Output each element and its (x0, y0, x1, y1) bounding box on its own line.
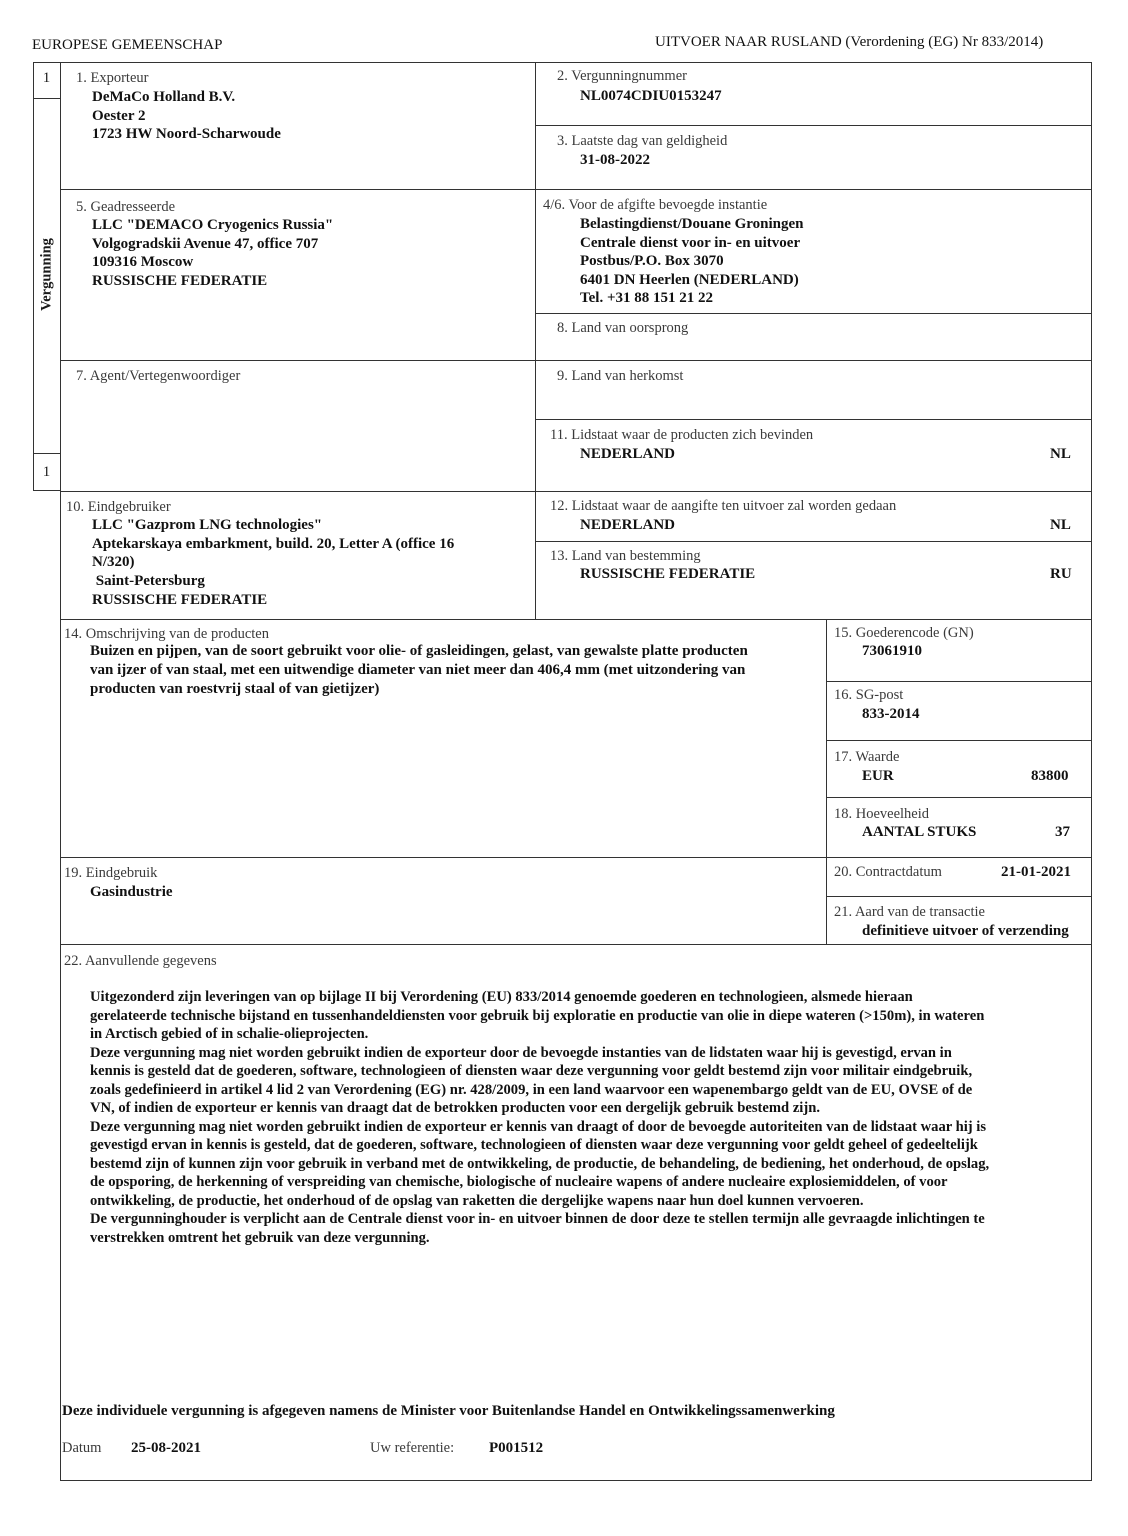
end-user-line-5: RUSSISCHE FEDERATIE (92, 592, 268, 608)
additional-text (90, 988, 1082, 1247)
sg-post-label: 16. SG-post (834, 687, 904, 703)
member-state-declaration-code: NL (1050, 517, 1071, 533)
end-user-line-2: Aptekarskaya embarkment, build. 20, Letter A (office 16 (92, 536, 455, 552)
additional-line: verstrekken omtrent het gebruik van deze vergunning. (90, 1229, 430, 1246)
destination-code: RU (1050, 566, 1072, 582)
additional-line: Deze vergunning mag niet worden gebruikt indien de exporteur door de bevoegde instanties van de lidstaten waar hij is gevestigd, ervan in (90, 1044, 952, 1061)
side-number-top: 1 (42, 70, 51, 86)
description-line-1: Buizen en pijpen, van de soort gebruikt voor olie- of gasleidingen, gelast, van gewalste platte producten (90, 643, 748, 659)
member-state-declaration-label: 12. Lidstaat waar de aangifte ten uitvoer zal worden gedaan (550, 498, 897, 514)
origin-label: 8. Land van oorsprong (557, 320, 689, 336)
description-line-3: producten van roestvrij staal of van gietijzer) (90, 681, 380, 697)
additional-line: gevestigd ervan in kennis is gesteld, dat de goederen, software, technologieen of diensten waar deze vergunning voor geldt geheel of gedeeltelijk (90, 1137, 978, 1153)
additional-label: 22. Aanvullende gegevens (64, 953, 217, 969)
provenance-label: 9. Land van herkomst (557, 368, 684, 384)
member-state-location-code: NL (1050, 446, 1071, 462)
consignee-label: 5. Geadresseerde (76, 199, 176, 215)
footer-date-label: Datum (62, 1440, 102, 1456)
end-user-label: 10. Eindgebruiker (66, 499, 171, 515)
transaction-value: definitieve uitvoer of verzending (862, 923, 1069, 939)
additional-line: Uitgezonderd zijn leveringen van op bijlage II bij Verordening (EU) 833/2014 genoemde goederen en technologieen, alsmede hieraan (90, 989, 913, 1005)
additional-line: kennis is gesteld dat de goederen, software, technologieen of diensten waar deze vergunning voor geldt bestemd zijn voor militair eindgebruik, (90, 1063, 973, 1079)
end-user-line-4: Saint-Petersburg (92, 573, 205, 589)
member-state-location-value: NEDERLAND (580, 446, 676, 462)
quantity-amount: 37 (1055, 824, 1070, 840)
destination-label: 13. Land van bestemming (550, 548, 701, 564)
additional-line: VN, of indien de exporteur er kennis van draagt dat de betrokken producten voor een dergelijk gebruik bestemd zijn. (90, 1100, 820, 1116)
end-user-line-3: N/320) (92, 554, 135, 570)
contract-date-value: 21-01-2021 (1001, 864, 1071, 880)
value-amount: 83800 (1031, 768, 1069, 784)
authority-line-1: Belastingdienst/Douane Groningen (580, 216, 804, 232)
additional-line: de opsporing, de herkenning of verspreiding van chemische, biologische of nucleaire wapens of andere nucleaire explosiemiddelen, of voor (90, 1174, 948, 1190)
contract-date-label: 20. Contractdatum (834, 864, 942, 880)
authority-line-4: 6401 DN Heerlen (NEDERLAND) (580, 272, 799, 288)
goods-code-label: 15. Goederencode (GN) (834, 625, 974, 641)
description-line-2: van ijzer of van staal, met een uitwendige diameter van niet meer dan 406,4 mm (met uitzondering van (90, 662, 746, 678)
authority-line-5: Tel. +31 88 151 21 22 (580, 290, 714, 306)
value-currency: EUR (862, 768, 894, 784)
consignee-line-1: LLC "DEMACO Cryogenics Russia" (92, 217, 334, 233)
license-number-value: NL0074CDIU0153247 (580, 88, 722, 104)
additional-line: bestemd zijn of kunnen zijn voor gebruik in verband met de ontwikkeling, de productie, de behandeling, de bediening, het onderhoud, de opslag, (90, 1155, 990, 1172)
quantity-label: 18. Hoeveelheid (834, 806, 930, 822)
end-user-line-1: LLC "Gazprom LNG technologies" (92, 517, 323, 533)
consignee-line-2: Volgogradskii Avenue 47, office 707 (92, 236, 319, 252)
additional-line: zoals gedefinieerd in artikel 4 lid 2 van Verordening (EG) nr. 428/2009, in een land waarvoor een wapenembargo geldt van de EU, OVSE of de (90, 1081, 973, 1098)
additional-line: De vergunninghouder is verplicht aan de Centrale dienst voor in- en uitvoer binnen de door deze te stellen termijn alle gevraagde inlichtingen te (90, 1211, 985, 1227)
header-right: UITVOER NAAR RUSLAND (Verordening (EG) Nr 833/2014) (655, 34, 1044, 50)
footer-statement: Deze individuele vergunning is afgegeven namens de Minister voor Buitenlandse Handel en Ontwikkelingssamenwerking (62, 1403, 835, 1419)
additional-line: ontwikkeling, de productie, het onderhoud of de opslag van raketten die dergelijke wapens naar hun doel kunnen vervoeren. (90, 1192, 864, 1209)
member-state-declaration-value: NEDERLAND (580, 517, 676, 533)
footer-ref-label: Uw referentie: (370, 1440, 455, 1456)
member-state-location-label: 11. Lidstaat waar de producten zich bevinden (550, 427, 814, 443)
side-number-bottom: 1 (42, 464, 51, 480)
authority-line-2: Centrale dienst voor in- en uitvoer (580, 235, 801, 251)
transaction-label: 21. Aard van de transactie (834, 904, 985, 920)
additional-line: Deze vergunning mag niet worden gebruikt indien de exporteur er kennis van draagt of door de bevoegde autoriteiten van de lidstaat waar hij is (90, 1118, 987, 1135)
description-label: 14. Omschrijving van de producten (64, 626, 269, 642)
value-label: 17. Waarde (834, 749, 900, 765)
destination-value: RUSSISCHE FEDERATIE (580, 566, 756, 582)
additional-line: in Arctisch gebied of in schalie-olieprojecten. (90, 1026, 369, 1042)
validity-label: 3. Laatste dag van geldigheid (557, 133, 728, 149)
exporter-line-1: DeMaCo Holland B.V. (92, 89, 236, 105)
quantity-unit: AANTAL STUKS (862, 824, 977, 840)
end-use-value: Gasindustrie (90, 884, 173, 900)
footer-ref-value: P001512 (489, 1440, 544, 1456)
consignee-line-4: RUSSISCHE FEDERATIE (92, 273, 268, 289)
license-number-label: 2. Vergunningnummer (557, 68, 687, 84)
sg-post-value: 833-2014 (862, 706, 920, 722)
exporter-line-2: Oester 2 (92, 108, 146, 124)
additional-line: gerelateerde technische bijstand en tussenhandeldiensten voor gebruik bij exploratie en productie van olie in diepe wateren (>150m), in wateren (90, 1007, 985, 1024)
exporter-label: 1. Exporteur (76, 70, 149, 86)
side-vertical-label: Vergunning (38, 238, 55, 311)
header-left: EUROPESE GEMEENSCHAP (32, 37, 223, 53)
footer-date-value: 25-08-2021 (131, 1440, 201, 1456)
authority-label: 4/6. Voor de afgifte bevoegde instantie (543, 197, 768, 213)
validity-value: 31-08-2022 (580, 152, 650, 168)
agent-label: 7. Agent/Vertegenwoordiger (76, 368, 241, 384)
authority-line-3: Postbus/P.O. Box 3070 (580, 253, 724, 269)
consignee-line-3: 109316 Moscow (92, 254, 194, 270)
exporter-line-3: 1723 HW Noord-Scharwoude (92, 126, 281, 142)
end-use-label: 19. Eindgebruik (64, 865, 158, 881)
goods-code-value: 73061910 (862, 643, 922, 659)
